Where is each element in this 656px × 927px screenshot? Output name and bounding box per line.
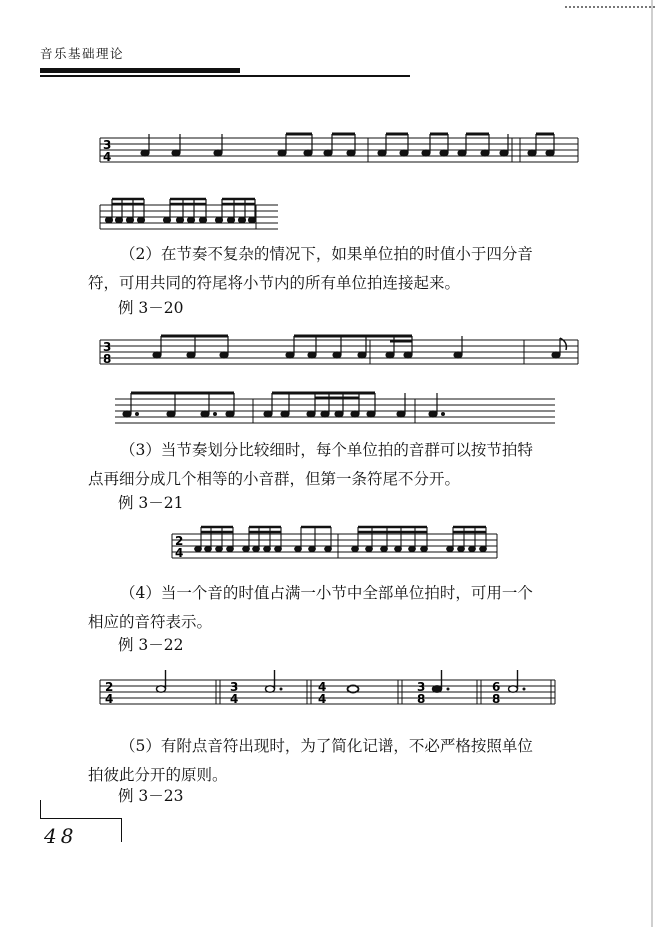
- page-number: 48: [44, 824, 78, 848]
- time-signature-bottom: 4: [230, 692, 239, 706]
- time-signature-bottom: 8: [417, 692, 426, 706]
- page-edge: [651, 0, 653, 927]
- paragraph-5-line-2: 拍彼此分开的原则。: [88, 766, 228, 784]
- paragraph-3-line-1: （3）当节奏划分比较细时，每个单位拍的音群可以按节拍特: [120, 441, 533, 459]
- paragraph-5: [88, 732, 588, 790]
- time-signature-bottom: 8: [103, 352, 112, 366]
- example-label-3-20: 例 3－20: [118, 299, 184, 317]
- paragraph-5-line-1: （5）有附点音符出现时，为了简化记谱，不必严格按照单位: [120, 737, 533, 755]
- time-signature-top: 3: [103, 138, 112, 152]
- footer-rule-tick: [121, 818, 122, 842]
- paragraph-4-line-2: 相应的音符表示。: [88, 613, 213, 631]
- time-signature-top: 2: [175, 534, 184, 548]
- time-signature-top: 3: [103, 340, 112, 354]
- music-staff-5: [172, 522, 502, 564]
- time-signature-bottom: 4: [175, 546, 184, 560]
- example-label-3-22: 例 3－22: [118, 636, 184, 654]
- time-signature-top: 3: [417, 680, 426, 694]
- paragraph-3-line-2: 点再细分成几个相等的小音群，但第一条符尾不分开。: [88, 470, 461, 488]
- time-signature-bottom: 4: [103, 150, 112, 164]
- music-staff-1: [100, 130, 585, 170]
- paragraph-4-line-1: （4）当一个音的时值占满一小节中全部单位拍时，可用一个: [120, 584, 533, 602]
- paragraph-2: [88, 240, 588, 298]
- scan-artifact: [565, 6, 655, 10]
- footer-rule: [40, 818, 122, 819]
- header-rule: [40, 68, 240, 73]
- music-staff-3: [100, 332, 585, 374]
- footer-rule-tick: [40, 800, 41, 818]
- example-label-3-23: 例 3－23: [118, 787, 184, 805]
- time-signature-bottom: 4: [318, 692, 327, 706]
- paragraph-3: [88, 436, 588, 494]
- time-signature-top: 3: [230, 680, 239, 694]
- time-signature-bottom: 4: [105, 692, 114, 706]
- music-staff-4: [115, 389, 560, 431]
- paragraph-2-line-2: 符，可用共同的符尾将小节内的所有单位拍连接起来。: [88, 274, 461, 292]
- paragraph-2-line-1: （2）在节奏不复杂的情况下，如果单位拍的时值小于四分音: [120, 245, 533, 263]
- paragraph-4: [88, 579, 588, 637]
- time-signature-bottom: 8: [492, 692, 501, 706]
- time-signature-top: 2: [105, 680, 114, 694]
- music-staff-2: [100, 195, 285, 235]
- running-header-title: 音乐基础理论: [40, 46, 125, 61]
- time-signature-top: 6: [492, 680, 501, 694]
- time-signature-top: 4: [318, 680, 327, 694]
- example-label-3-21: 例 3－21: [118, 494, 184, 512]
- music-staff-6: [100, 672, 560, 716]
- header-rule-thin: [40, 75, 410, 77]
